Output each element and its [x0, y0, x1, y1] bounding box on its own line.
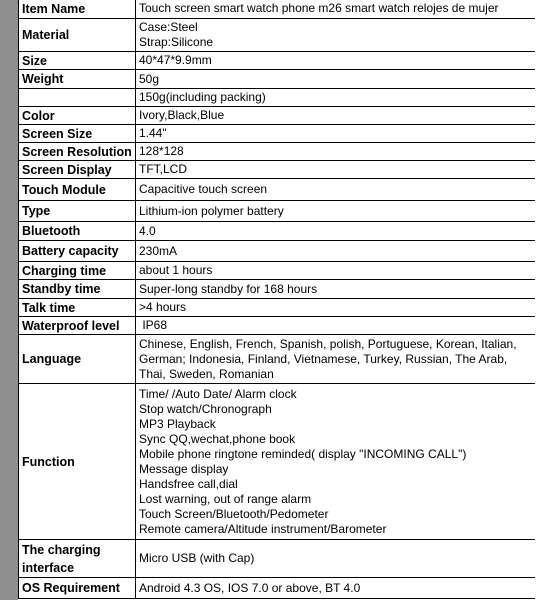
table-row	[19, 540, 536, 578]
spec-value	[136, 143, 536, 161]
spec-value	[136, 262, 536, 280]
spec-value	[136, 201, 536, 222]
spec-value	[136, 317, 536, 335]
spec-value-line: 1.44"	[139, 126, 167, 140]
table-row	[19, 280, 536, 299]
spec-name: Talk time	[19, 299, 136, 317]
spec-value-line: MP3 Playback	[139, 416, 216, 431]
spec-value-line: Remote camera/Altitude instrument/Barometer	[139, 521, 387, 536]
table-row	[19, 222, 536, 241]
spec-value-line: Touch screen smart watch phone m26 smart watch relojes de mujer	[139, 1, 499, 15]
spec-value	[136, 125, 536, 143]
spec-value-line: TFT,LCD	[139, 162, 187, 176]
spec-name: OS Requirement	[19, 578, 136, 599]
table-row	[19, 107, 536, 125]
spec-value-line: 230mA	[139, 243, 178, 258]
spec-value	[136, 0, 536, 19]
spec-value	[136, 70, 536, 89]
spec-value	[136, 107, 536, 125]
spec-value	[136, 19, 536, 52]
spec-value	[136, 384, 536, 540]
spec-name: Function	[19, 384, 136, 540]
spec-value-line: 40*47*9.9mm	[139, 53, 212, 67]
spec-value-line: about 1 hours	[139, 263, 213, 277]
spec-value-line: Sync QQ,wechat,phone book	[139, 431, 296, 446]
spec-value-line: Ivory,Black,Blue	[139, 108, 225, 122]
spec-value-line: Handsfree call,dial	[139, 476, 238, 491]
spec-name: Color	[19, 107, 136, 125]
table-row	[19, 0, 536, 19]
spec-name: Type	[19, 201, 136, 222]
spec-value	[136, 540, 536, 578]
spec-name: The charging interface	[19, 540, 136, 578]
spec-value-line: >4 hours	[139, 300, 187, 314]
table-row	[19, 143, 536, 161]
spec-value	[136, 241, 536, 262]
spec-name: Item Name	[19, 0, 136, 19]
spec-name	[19, 89, 136, 107]
spec-name: Size	[19, 52, 136, 70]
spec-value-line: Stop watch/Chronograph	[139, 401, 272, 416]
spec-value-line: Time/ /Auto Date/ Alarm clock	[139, 386, 297, 401]
spec-name: Screen Size	[19, 125, 136, 143]
spec-value	[136, 280, 536, 299]
table-row	[19, 317, 536, 335]
spec-value-line: Strap:Silicone	[139, 35, 214, 49]
spec-name: Language	[19, 335, 136, 384]
spec-value-line: Micro USB (with Cap)	[139, 551, 255, 565]
spec-name: Touch Module	[19, 179, 136, 201]
left-gutter	[0, 0, 18, 600]
spec-value	[136, 89, 536, 107]
spec-name: Charging time	[19, 262, 136, 280]
table-row	[19, 179, 536, 201]
spec-value	[136, 161, 536, 179]
table-row	[19, 70, 536, 89]
spec-value-line: Lithium-ion polymer battery	[139, 203, 284, 218]
spec-name: Material	[19, 19, 136, 52]
spec-value	[136, 52, 536, 70]
spec-value-line: Lost warning, out of range alarm	[139, 491, 312, 506]
table-row	[19, 52, 536, 70]
spec-value-line: Touch Screen/Bluetooth/Pedometer	[139, 506, 329, 521]
spec-name: Bluetooth	[19, 222, 136, 241]
table-row	[19, 578, 536, 599]
spec-name: Battery capacity	[19, 241, 136, 262]
spec-name: Screen Resolution	[19, 143, 136, 161]
spec-value-line: IP68	[139, 318, 168, 332]
spec-value-line: Case:Steel	[139, 20, 198, 34]
spec-value-line: Super-long standby for 168 hours	[139, 281, 318, 296]
table-row	[19, 19, 536, 52]
spec-value	[136, 179, 536, 201]
spec-value-line: 4.0	[139, 223, 156, 238]
spec-value-line: Message display	[139, 461, 229, 476]
spec-name: Weight	[19, 70, 136, 89]
spec-value-line: Android 4.3 OS, IOS 7.0 or above, BT 4.0	[139, 580, 361, 595]
spec-value	[136, 299, 536, 317]
spec-value-line: 50g	[139, 71, 160, 86]
table-row	[19, 89, 536, 107]
spec-name: Screen Display	[19, 161, 136, 179]
spec-value-line: 128*128	[139, 144, 184, 158]
spec-name: Waterproof level	[19, 317, 136, 335]
spec-table	[18, 0, 536, 599]
table-row	[19, 241, 536, 262]
spec-value-line: Mobile phone ringtone reminded( display "INCOMING CALL")	[139, 446, 467, 461]
spec-value-line: 150g(including packing)	[139, 90, 266, 104]
spec-value-line: Capacitive touch screen	[139, 182, 268, 196]
table-row	[19, 201, 536, 222]
table-row	[19, 384, 536, 540]
spec-value	[136, 578, 536, 599]
table-row	[19, 335, 536, 384]
table-row	[19, 161, 536, 179]
spec-value-line: Chinese, English, French, Spanish, polish, Portuguese, Korean, Italian, German; Indonesia, Finland, Vietnamese, Turkey, Russian, The Arab, Thai, Sweden, Romanian	[139, 336, 517, 381]
table-row	[19, 262, 536, 280]
table-row	[19, 125, 536, 143]
spec-value	[136, 335, 536, 384]
spec-name: Standby time	[19, 280, 136, 299]
right-margin	[535, 0, 539, 600]
table-row	[19, 299, 536, 317]
spec-value	[136, 222, 536, 241]
